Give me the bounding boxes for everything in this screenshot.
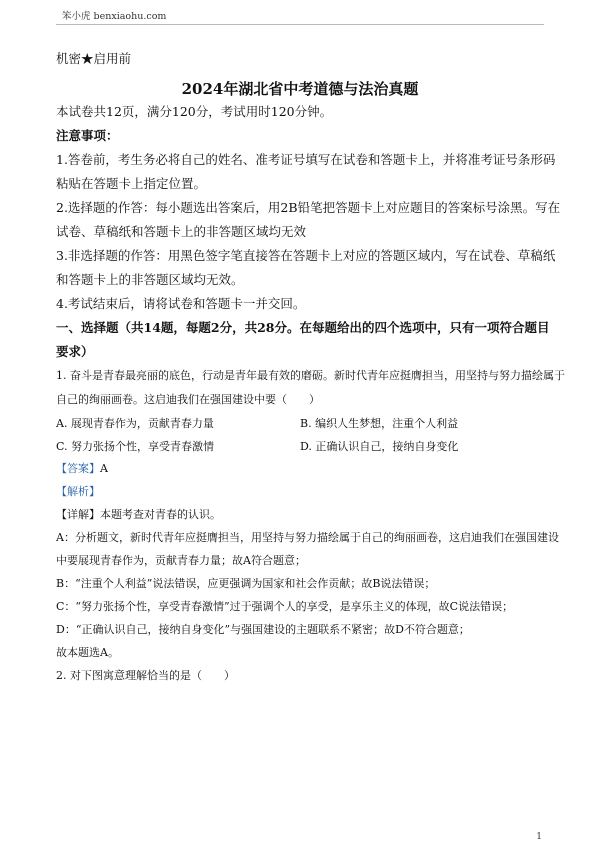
q1-option-a: A. 展现青春作为，贡献青春力量 — [56, 417, 214, 430]
q1-stem-cont: 自己的绚丽画卷。这启迪我们在强国建设中要（ ） — [56, 393, 320, 406]
explanation-line: D：“正确认识自己，接纳自身变化”与强国建设的主题联系不紧密；故D不符合题意； — [56, 623, 470, 636]
notice-line: 1.答卷前，考生务必将自己的姓名、准考证号填写在试卷和答题卡上，并将准考证号条形码 — [56, 152, 556, 167]
notice-line: 2.选择题的作答：每小题选出答案后，用2B铅笔把答题卡上对应题目的答案标号涂黑。写在 — [56, 200, 561, 215]
q1-option-d: D. 正确认识自己，接纳自身变化 — [300, 440, 459, 453]
site-watermark: 笨小虎 benxiaohu.com — [62, 11, 167, 22]
notice-line: 粘贴在答题卡上指定位置。 — [56, 176, 207, 191]
explanation-line: A：分析题文，新时代青年应挺膺担当，用坚持与努力描绘属于自己的绚丽画卷，这启迪我们在强国建设 — [56, 531, 559, 544]
notice-title: 注意事项： — [56, 128, 119, 143]
notice-line: 试卷、草稿纸和答题卡上的非答题区域均无效 — [56, 224, 307, 239]
section-heading-cont: 要求） — [56, 344, 94, 359]
exam-title: 2024年湖北省中考道德与法治真题 — [181, 80, 419, 98]
q2-stem: 2. 对下图寓意理解恰当的是（ ） — [56, 669, 235, 682]
detail-line — [56, 507, 221, 523]
analysis-label: 【解析】 — [56, 485, 100, 498]
notice-line: 3.非选择题的作答：用黑色签字笔直接答在答题卡上对应的答题区域内，写在试卷、草稿纸 — [56, 248, 556, 263]
header-divider — [56, 24, 544, 25]
answer-value: A — [100, 462, 108, 475]
answer-line — [56, 461, 108, 477]
q1-option-b: B. 编织人生梦想，注重个人利益 — [300, 417, 459, 430]
q1-stem: 1. 奋斗是青春最亮丽的底色，行动是青年最有效的磨砺。新时代青年应挺膺担当，用坚持与努力描绘属于 — [56, 369, 565, 382]
section-heading: 一、选择题（共14题，每题2分，共28分。在每题给出的四个选项中，只有一项符合题目 — [56, 320, 550, 335]
explanation-line: B：“注重个人利益”说法错误，应更强调为国家和社会作贡献；故B说法错误； — [56, 577, 436, 590]
secrecy-label: 机密★启用前 — [56, 51, 132, 66]
q1-option-c: C. 努力张扬个性，享受青春激情 — [56, 440, 215, 453]
exam-info: 本试卷共12页，满分120分，考试用时120分钟。 — [56, 104, 333, 119]
explanation-line: C：“努力张扬个性，享受青春激情”过于强调个人的享受，是享乐主义的体现，故C说法错误； — [56, 600, 514, 613]
page-number: 1 — [536, 832, 542, 842]
explanation-line: 故本题选A。 — [56, 646, 119, 659]
explanation-line: 中要展现青春作为，贡献青春力量；故A符合题意； — [56, 554, 306, 567]
detail-label: 【详解】 — [56, 508, 100, 521]
answer-label: 【答案】 — [56, 462, 100, 475]
notice-line: 和答题卡上的非答题区域均无效。 — [56, 272, 244, 287]
notice-line: 4.考试结束后，请将试卷和答题卡一并交回。 — [56, 296, 306, 311]
detail-intro: 本题考查对青春的认识。 — [100, 508, 221, 521]
